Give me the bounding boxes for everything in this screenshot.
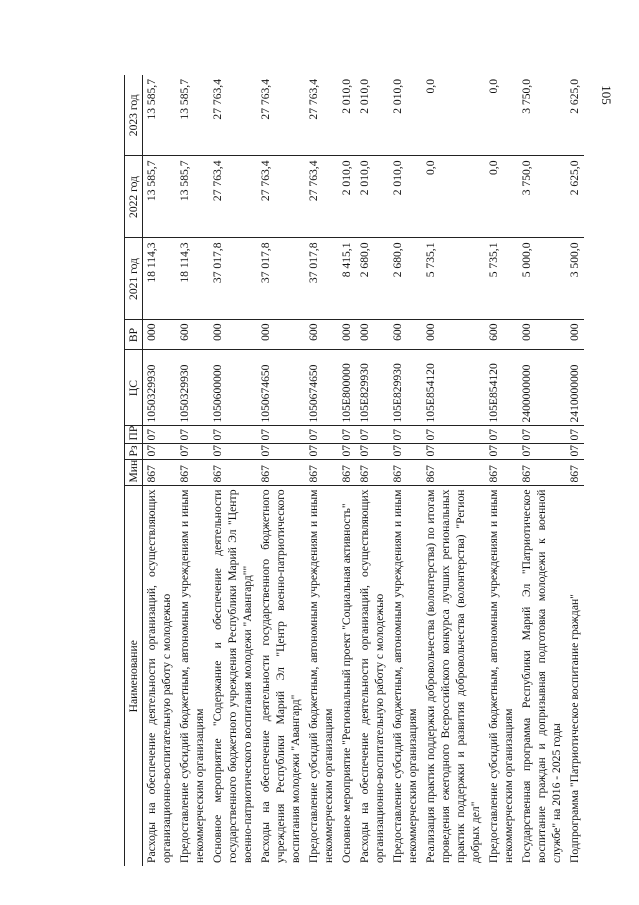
rotated-table-frame bbox=[124, 75, 612, 866]
row-cs: 105E829930 bbox=[356, 350, 389, 426]
row-pr: 07 bbox=[338, 426, 356, 444]
row-rz: 07 bbox=[143, 444, 177, 460]
header-2022: 2022 год bbox=[125, 156, 143, 238]
row-cs: 105E829930 bbox=[389, 350, 422, 426]
row-rz: 07 bbox=[176, 444, 209, 460]
row-2021: 37 017,8 bbox=[257, 238, 305, 320]
row-name: Предоставление субсидий бюджетным, автономным учреждениям и иным некоммерческим организациям bbox=[178, 489, 206, 863]
row-2021: 2 680,0 bbox=[389, 238, 422, 320]
row-2021: 8 415,1 bbox=[338, 238, 356, 320]
row-2021: 37 017,8 bbox=[209, 238, 257, 320]
row-min: 867 bbox=[518, 460, 566, 486]
row-2023: 3 750,0 bbox=[518, 75, 566, 156]
row-pr: 07 bbox=[176, 426, 209, 444]
row-cs: 2400000000 bbox=[518, 350, 566, 426]
row-min: 867 bbox=[257, 460, 305, 486]
row-2021: 5 000,0 bbox=[518, 238, 566, 320]
row-2021: 5 735,1 bbox=[422, 238, 485, 320]
row-min: 867 bbox=[356, 460, 389, 486]
header-2021: 2021 год bbox=[125, 238, 143, 320]
row-vr: 000 bbox=[422, 320, 485, 350]
row-vr: 000 bbox=[566, 320, 584, 350]
row-2021: 18 114,3 bbox=[143, 238, 177, 320]
row-rz: 07 bbox=[338, 444, 356, 460]
row-name: Основное мероприятие "Содержание и обеспечение деятельности государственного бюджетного учреждения Республики Марий Эл "Центр военно-патриотического воспитания молодежи "Авангард"" bbox=[211, 489, 254, 863]
row-2022: 2 010,0 bbox=[389, 156, 422, 238]
row-pr: 07 bbox=[389, 426, 422, 444]
table-row bbox=[356, 75, 389, 866]
row-pr: 07 bbox=[566, 426, 584, 444]
row-2021: 5 735,1 bbox=[485, 238, 518, 320]
header-rz: Рз bbox=[125, 444, 143, 460]
row-2023: 27 763,4 bbox=[305, 75, 338, 156]
table-row bbox=[422, 75, 485, 866]
row-2023: 2 010,0 bbox=[389, 75, 422, 156]
row-min: 867 bbox=[305, 460, 338, 486]
row-pr: 07 bbox=[305, 426, 338, 444]
row-name: Расходы на обеспечение деятельности организаций, осуществляющих организационно-воспитательную работу с молодежью bbox=[358, 489, 386, 863]
row-2023: 13 585,7 bbox=[143, 75, 177, 156]
row-pr: 07 bbox=[356, 426, 389, 444]
row-2022: 3 750,0 bbox=[518, 156, 566, 238]
row-2023: 2 010,0 bbox=[338, 75, 356, 156]
row-vr: 600 bbox=[176, 320, 209, 350]
row-2022: 2 010,0 bbox=[356, 156, 389, 238]
row-name: Расходы на обеспечение деятельности организаций, осуществляющих организационно-воспитательную работу с молодежью bbox=[145, 489, 173, 863]
row-cs: 1050674650 bbox=[257, 350, 305, 426]
row-name: Предоставление субсидий бюджетным, автономным учреждениям и иным некоммерческим организациям bbox=[307, 489, 335, 863]
row-rz: 07 bbox=[209, 444, 257, 460]
row-vr: 000 bbox=[257, 320, 305, 350]
header-cs: ЦС bbox=[125, 350, 143, 426]
row-min: 867 bbox=[389, 460, 422, 486]
row-name: Подпрограмма "Патриотическое воспитание граждан" bbox=[568, 594, 581, 863]
row-name: Расходы на обеспечение деятельности государственного бюджетного учреждения Республики Марий Эл "Центр военно-патриотического воспитания молодежи "Авангард" bbox=[259, 489, 302, 863]
row-cs: 105E854120 bbox=[422, 350, 485, 426]
table-row bbox=[176, 75, 209, 866]
table-row bbox=[209, 75, 257, 866]
row-min: 867 bbox=[143, 460, 177, 486]
row-vr: 600 bbox=[389, 320, 422, 350]
row-2023: 0,0 bbox=[422, 75, 485, 156]
row-cs: 1050600000 bbox=[209, 350, 257, 426]
row-2023: 2 010,0 bbox=[356, 75, 389, 156]
row-name: Предоставление субсидий бюджетным, автономным учреждениям и иным некоммерческим организациям bbox=[391, 489, 419, 863]
row-2022: 13 585,7 bbox=[176, 156, 209, 238]
row-cs: 2410000000 bbox=[566, 350, 584, 426]
row-pr: 07 bbox=[422, 426, 485, 444]
row-rz: 07 bbox=[356, 444, 389, 460]
row-rz: 07 bbox=[485, 444, 518, 460]
row-2022: 27 763,4 bbox=[209, 156, 257, 238]
row-2022: 2 625,0 bbox=[566, 156, 584, 238]
row-pr: 07 bbox=[485, 426, 518, 444]
row-2023: 2 625,0 bbox=[566, 75, 584, 156]
row-name: Реализация практик поддержки добровольчества (волонтерства) по итогам проведения ежегодного Всероссийского конкурса лучших региональных практик поддержки и развития добровольчества (волонтерства) "Регион добрых дел" bbox=[424, 489, 482, 863]
table-row bbox=[485, 75, 518, 866]
table-row bbox=[257, 75, 305, 866]
row-vr: 000 bbox=[338, 320, 356, 350]
row-min: 867 bbox=[566, 460, 584, 486]
table-row bbox=[143, 75, 177, 866]
row-cs: 1050329930 bbox=[143, 350, 177, 426]
table-row bbox=[338, 75, 356, 866]
table-row bbox=[566, 75, 584, 866]
row-min: 867 bbox=[338, 460, 356, 486]
row-cs: 1050674650 bbox=[305, 350, 338, 426]
row-rz: 07 bbox=[422, 444, 485, 460]
header-2023: 2023 год bbox=[125, 75, 143, 156]
row-2022: 0,0 bbox=[422, 156, 485, 238]
row-pr: 07 bbox=[209, 426, 257, 444]
table-row bbox=[305, 75, 338, 866]
row-vr: 000 bbox=[356, 320, 389, 350]
row-vr: 000 bbox=[209, 320, 257, 350]
row-pr: 07 bbox=[518, 426, 566, 444]
row-rz: 07 bbox=[257, 444, 305, 460]
table-container bbox=[124, 75, 612, 866]
table-row bbox=[389, 75, 422, 866]
row-2023: 27 763,4 bbox=[209, 75, 257, 156]
row-vr: 600 bbox=[485, 320, 518, 350]
header-min: Мин bbox=[125, 460, 143, 486]
row-min: 867 bbox=[485, 460, 518, 486]
header-name: Наименование bbox=[125, 486, 143, 866]
row-2023: 13 585,7 bbox=[176, 75, 209, 156]
row-cs: 105E854120 bbox=[485, 350, 518, 426]
header-vr: ВР bbox=[125, 320, 143, 350]
row-pr: 07 bbox=[143, 426, 177, 444]
row-name: Государственная программа Республики Марий Эл "Патриотическое воспитание граждан и допризывная подготовка молодежи к военной службе" на 2016 - 2025 годы bbox=[520, 489, 563, 863]
row-2022: 27 763,4 bbox=[305, 156, 338, 238]
row-2021: 18 114,3 bbox=[176, 238, 209, 320]
row-2021: 3 500,0 bbox=[566, 238, 584, 320]
table-row bbox=[518, 75, 566, 866]
row-2023: 0,0 bbox=[485, 75, 518, 156]
row-2022: 27 763,4 bbox=[257, 156, 305, 238]
row-2022: 2 010,0 bbox=[338, 156, 356, 238]
row-rz: 07 bbox=[305, 444, 338, 460]
row-name: Предоставление субсидий бюджетным, автономным учреждениям и иным некоммерческим организациям bbox=[487, 489, 515, 863]
row-rz: 07 bbox=[389, 444, 422, 460]
row-rz: 07 bbox=[518, 444, 566, 460]
table-header-row bbox=[125, 75, 143, 866]
row-min: 867 bbox=[209, 460, 257, 486]
row-pr: 07 bbox=[257, 426, 305, 444]
row-2022: 13 585,7 bbox=[143, 156, 177, 238]
row-min: 867 bbox=[422, 460, 485, 486]
budget-table bbox=[124, 75, 584, 866]
header-pr: ПР bbox=[125, 426, 143, 444]
row-cs: 1050329930 bbox=[176, 350, 209, 426]
row-vr: 000 bbox=[518, 320, 566, 350]
row-2022: 0,0 bbox=[485, 156, 518, 238]
row-name: Основное мероприятие "Региональный проект "Социальная активность" bbox=[340, 503, 353, 863]
row-rz: 07 bbox=[566, 444, 584, 460]
row-vr: 000 bbox=[143, 320, 177, 350]
row-2021: 37 017,8 bbox=[305, 238, 338, 320]
row-vr: 600 bbox=[305, 320, 338, 350]
row-2023: 27 763,4 bbox=[257, 75, 305, 156]
page-number: 105 bbox=[599, 85, 614, 105]
row-cs: 105E800000 bbox=[338, 350, 356, 426]
row-min: 867 bbox=[176, 460, 209, 486]
row-2021: 2 680,0 bbox=[356, 238, 389, 320]
